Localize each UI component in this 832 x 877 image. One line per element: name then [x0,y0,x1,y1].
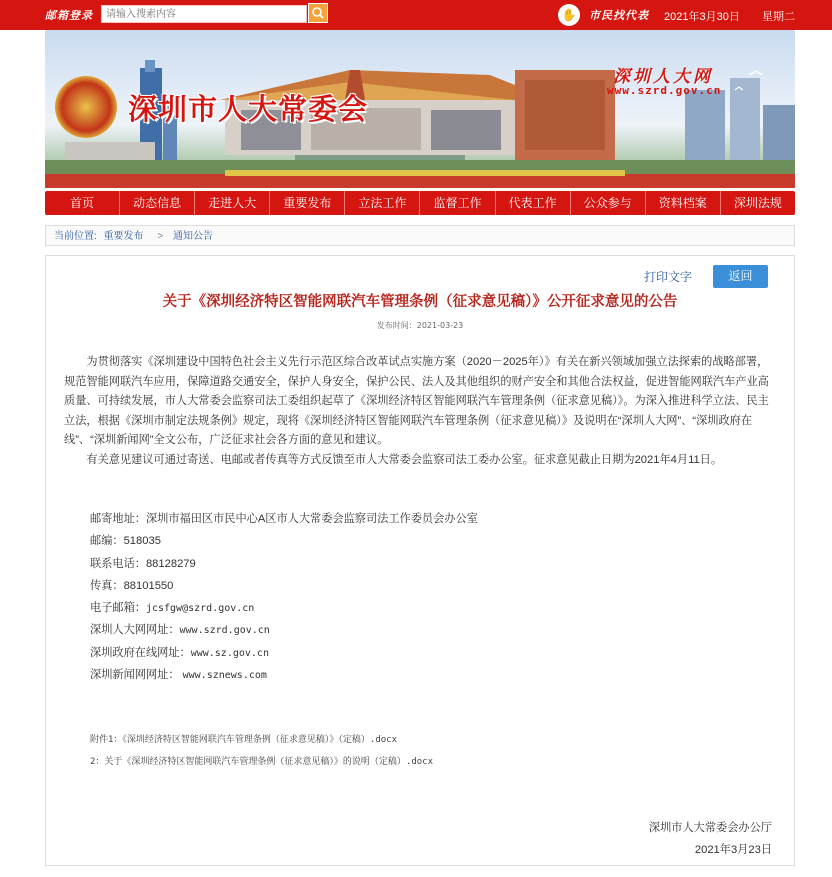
nav-item-representatives[interactable]: 代表工作 [496,191,571,215]
nav-item-public[interactable]: 公众参与 [571,191,646,215]
contact-value: 88128279 [145,557,196,570]
contact-szrd-site [90,619,478,641]
contact-phone [90,553,478,575]
nav-item-legislation[interactable]: 立法工作 [345,191,420,215]
national-emblem-icon [55,76,117,138]
nav-item-releases[interactable]: 重要发布 [270,191,345,215]
article-paragraph: 有关意见建议可通过寄送、电邮或者传真等方式反馈至市人大常委会监察司法工委办公室。征求意见截止日期为2021年4月11日。 [86,453,723,466]
contact-postcode [90,530,478,552]
breadcrumb-item-notices[interactable]: 通知公告 [172,231,213,242]
signoff-date: 2021年3月23日 [694,844,772,856]
nav-item-about[interactable]: 走进人大 [195,191,270,215]
nav-item-home[interactable]: 首页 [45,191,120,215]
search-icon [309,4,327,22]
contact-mail-address [90,508,478,530]
contact-label: 邮编： [90,535,124,548]
contact-news-site [90,664,478,686]
signoff-organization: 深圳市人大常委会办公厅 [648,822,772,834]
contact-value: 深圳市福田区市民中心A区市人大常委会监察司法工作委员会办公室 [145,513,478,525]
contact-value: 518035 [123,535,161,548]
mail-login-link[interactable]: 邮箱登录 [45,9,93,22]
find-representative-link[interactable]: 市民找代表 [589,9,649,22]
main-nav [45,191,795,215]
contact-email [90,597,478,619]
nav-item-news[interactable]: 动态信息 [120,191,195,215]
breadcrumb [45,225,795,246]
top-bar [0,0,832,30]
nav-item-regulations[interactable]: 深圳法规 [733,196,782,210]
article-panel [45,255,795,866]
breadcrumb-separator: > [157,231,164,242]
attachment-link-2[interactable]: 2：关于《深圳经济特区智能网联汽车管理条例（征求意见稿）》的说明（定稿）.docx [90,757,434,767]
article-title: 关于《深圳经济特区智能网联汽车管理条例（征求意见稿）》公开征求意见的公告 [162,294,678,310]
breadcrumb-label: 当前位置: [54,231,97,242]
contact-value: 88101550 [123,579,174,592]
current-weekday: 星期二 [762,11,795,23]
news-site-link[interactable]: www.sznews.com [182,670,267,682]
back-button[interactable]: 返回 [713,265,768,288]
contact-label: 联系电话： [90,557,146,570]
brand-url: www.szrd.gov.cn [607,84,722,97]
contact-label: 邮寄地址： [90,513,146,525]
breadcrumb-item-releases[interactable]: 重要发布 [103,231,144,242]
nav-item-supervision[interactable]: 监督工作 [420,191,495,215]
header-banner [45,30,795,188]
search-button[interactable] [308,3,328,23]
representative-icon[interactable]: ✋ [558,4,580,26]
email-link[interactable]: jcsfgw@szrd.gov.cn [145,603,255,615]
contact-label: 传真： [90,579,124,592]
szrd-site-link[interactable]: www.szrd.gov.cn [179,625,270,637]
contact-info [90,508,478,686]
attachment-link-1[interactable]: 附件1：《深圳经济特区智能网联汽车管理条例（征求意见稿）》（定稿）.docx [90,735,398,745]
contact-label: 深圳新闻网网址： [90,669,180,682]
contact-fax [90,575,478,597]
publish-time: 发布时间：2021-03-23 [376,321,464,330]
site-title: 深圳市人大常委会 [128,92,369,126]
contact-label: 电子邮箱： [90,602,146,615]
brand-name: 深圳人大网 [613,67,713,87]
article-body [64,353,772,471]
contact-label: 深圳人大网网址： [90,624,180,637]
article-paragraph: 为贯彻落实《深圳建设中国特色社会主义先行示范区综合改革试点实施方案（2020－2025年）》有关在新兴领域加强立法探索的战略部署，规范智能网联汽车应用，保障道路交通安全，保护人身安全，保护公民、法人及其他组织的财产安全和其他合法权益，促进智能网联汽车产业高质量、可持续发展，市人大常委会监察司法工委组织起草了《深圳经济特区智能网联汽车管理条例（征求意见稿）》。为深入推进科学立法、民主立法，根据《深圳市制定法规条例》规定，现将《深圳经济特区智能网联汽车管理条例（征求意见稿）》及说明在“深圳人大网”、“深圳政府在线”、“深圳新闻网”全文公布，广泛征求社会各方面的意见和建议。 [64,356,769,447]
print-button[interactable]: 打印文字 [644,270,693,284]
contact-label: 深圳政府在线网址： [90,646,191,659]
search-input[interactable] [101,5,307,23]
nav-item-archives[interactable]: 资料档案 [646,191,721,215]
current-date: 2021年3月30日 [664,11,740,23]
gov-site-link[interactable]: www.sz.gov.cn [190,647,269,659]
contact-gov-site [90,642,478,664]
